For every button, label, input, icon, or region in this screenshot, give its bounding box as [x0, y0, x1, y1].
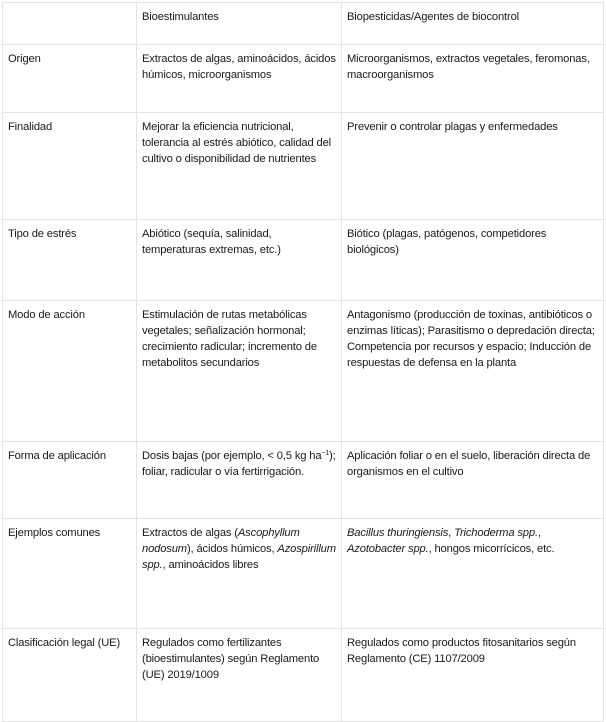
cell-bioestimulantes: [137, 45, 342, 113]
header-biopesticidas: Biopesticidas/Agentes de biocontrol: [342, 3, 604, 45]
text-segment: Microorganismos, extractos vegetales, feromonas, macroorganismos: [347, 53, 590, 81]
row-label: Ejemplos comunes: [3, 519, 137, 629]
text-segment: Antagonismo (producción de toxinas, antibióticos o enzimas líticas); Parasitismo o depredación directa; Competencia por recursos y espacio; Inducción de respuestas de defensa en la planta: [347, 309, 595, 369]
row-label: Modo de acción: [3, 301, 137, 442]
italic-text-segment: Azotobacter spp.: [347, 543, 429, 555]
text-segment: ,: [448, 527, 455, 539]
text-segment: ,: [537, 527, 541, 539]
text-segment: Prevenir o controlar plagas y enfermedades: [347, 121, 558, 133]
table-row: [3, 519, 604, 629]
row-label: Origen: [3, 45, 137, 113]
text-segment: Aplicación foliar o en el suelo, liberación directa de organismos en el cultivo: [347, 450, 591, 478]
cell-biopesticidas: [342, 113, 604, 220]
text-segment: Extractos de algas, aminoácidos, ácidos húmicos, microorganismos: [142, 53, 336, 81]
text-segment: Regulados como productos fitosanitarios según Reglamento (CE) 1107/2009: [347, 637, 576, 665]
text-segment: Dosis bajas (por ejemplo, < 0,5 kg ha: [142, 450, 322, 462]
row-label: Clasificación legal (UE): [3, 629, 137, 722]
italic-text-segment: Bacillus thuringiensis: [347, 527, 449, 539]
text-segment: , aminoácidos libres: [162, 559, 259, 571]
cell-bioestimulantes: [137, 113, 342, 220]
italic-text-segment: Azospirillum spp.: [142, 543, 336, 571]
cell-biopesticidas: [342, 45, 604, 113]
italic-text-segment: Trichoderma spp.: [454, 527, 538, 539]
table-row: [3, 301, 604, 442]
header-bioestimulantes: Bioestimulantes: [137, 3, 342, 45]
table-row: [3, 220, 604, 301]
cell-biopesticidas: [342, 519, 604, 629]
italic-text-segment: Ascophyllum nodosum: [142, 527, 300, 555]
text-segment: Regulados como fertilizantes (bioestimulantes) según Reglamento (UE) 2019/1009: [142, 637, 320, 681]
header-row: [3, 3, 604, 45]
cell-bioestimulantes: [137, 629, 342, 722]
header-empty-cell: [3, 3, 137, 45]
cell-biopesticidas: [342, 442, 604, 519]
cell-biopesticidas: [342, 629, 604, 722]
table-row: [3, 442, 604, 519]
cell-bioestimulantes: [137, 301, 342, 442]
comparison-table: [2, 2, 604, 722]
text-segment: Biótico (plagas, patógenos, competidores biológicos): [347, 228, 547, 256]
row-label: Finalidad: [3, 113, 137, 220]
text-segment: Extractos de algas (: [142, 527, 238, 539]
cell-biopesticidas: [342, 301, 604, 442]
cell-bioestimulantes: [137, 220, 342, 301]
text-segment: ), ácidos húmicos,: [186, 543, 278, 555]
text-segment: ); foliar, radicular o vía fertirrigación.: [142, 450, 336, 478]
superscript-segment: −1: [321, 450, 330, 457]
table-row: [3, 113, 604, 220]
text-segment: Estimulación de rutas metabólicas vegetales; señalización hormonal; crecimiento radicular; incremento de metabolitos secundarios: [142, 309, 317, 369]
cell-bioestimulantes: [137, 442, 342, 519]
table-row: [3, 45, 604, 113]
cell-bioestimulantes: [137, 519, 342, 629]
table-row: [3, 629, 604, 722]
cell-biopesticidas: [342, 220, 604, 301]
row-label: Forma de aplicación: [3, 442, 137, 519]
text-segment: Mejorar la eficiencia nutricional, tolerancia al estrés abiótico, calidad del cultivo o disponibilidad de nutrientes: [142, 121, 331, 165]
row-label: Tipo de estrés: [3, 220, 137, 301]
text-segment: , hongos micorrícicos, etc.: [428, 543, 555, 555]
text-segment: Abiótico (sequía, salinidad, temperaturas extremas, etc.): [142, 228, 281, 256]
